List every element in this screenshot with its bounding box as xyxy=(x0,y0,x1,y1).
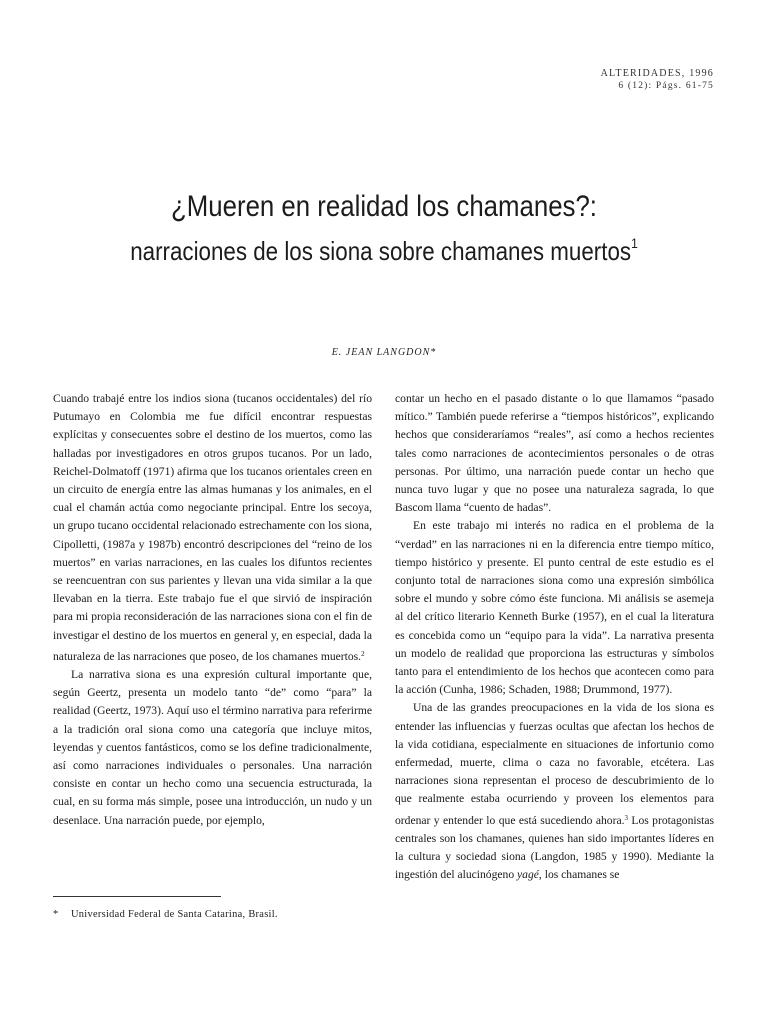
paragraph: En este trabajo mi interés no radica en el problema de la “verdad” en las narraciones ni en la diferencia entre tiempo mítico, tiempo histórico y presente. El punto central de este estudio es el conjunto total de narraciones siona como una expresión simbólica sobre el mundo y sobre cómo éste funciona. Mi análisis se asemeja al del crítico literario Kenneth Burke (1957), en el cual la literatura es concebida como un “equipo para la vida”. La narrativa presenta un modelo de realidad que proporciona las estructuras y símbolos tanto para el entendimiento de los hechos que acontecen como para la acción (Cunha, 1986; Schaden, 1988; Drummond, 1977). xyxy=(395,519,714,697)
paragraph xyxy=(53,390,372,666)
body-column-right xyxy=(395,390,714,884)
journal-reference xyxy=(601,68,714,92)
article-subtitle-text: narraciones de los siona sobre chamanes muertos xyxy=(130,236,632,266)
article-subtitle xyxy=(54,228,714,266)
subtitle-footnote-marker: 1 xyxy=(631,235,638,251)
paragraph-text: Cuando trabajé entre los indios siona (tucanos occidentales) del río Putumayo en Colombia me fue difícil encontrar respuestas explícitas y consecuentes sobre el destino de los muertos, como las halladas por investigadores en otros grupos tucanos. Por un lado, Reichel-Dolmatoff (1971) afirma que los tucanos orientales creen en un circuito de energía entre las almas humanas y los animales, en el cual el chamán actúa como negociante principal. Entre los secoya, un grupo tucano occidental relacionado estrechamente con los siona, Cipolletti, (1987a y 1987b) encontró descripciones del “reino de los muertos” en varias narraciones, en las cuales los difuntos recientes se reencuentran con sus parientes y llevan una vida similar a la que llevaban en la tierra. Este trabajo fue el que sirvió de inspiración para mi propia reconsideración de las narraciones siona con el fin de investigar el destino de los muertos en general y, en especial, dada la naturaleza de las narraciones que poseo, de los chamanes muertos. xyxy=(53,392,372,663)
paragraph-text: , los chamanes se xyxy=(538,868,620,882)
footnote-divider xyxy=(53,896,221,897)
footnote xyxy=(53,909,278,920)
footnote-mark: * xyxy=(53,909,59,920)
article-author: E. JEAN LANGDON* xyxy=(331,347,437,358)
article-title xyxy=(54,190,714,224)
italic-term: yagé xyxy=(517,868,539,882)
paragraph: contar un hecho en el pasado distante o lo que llamamos “pasado mítico.” También puede referirse a “tiempos históricos”, explicando hechos que consideraríamos “reales”, así como a hechos recientes tales como narraciones de acontecimientos personales o de otras personas. Por último, una narración puede contar un hecho que nunca tuvo lugar y que no posee una naturaleza sagrada, lo que Bascom llama “cuento de hadas”. xyxy=(395,392,714,515)
paragraph: La narrativa siona es una expresión cultural importante que, según Geertz, presenta un modelo tanto “de” como “para” la realidad (Geertz, 1973). Aquí uso el término narrativa para referirme a la tradición oral siona como una categoría que incluye mitos, leyendas y cuentos fantásticos, como se los define tradicionalmente, así como narraciones individuales o personales. Una narración consiste en contar un hecho como una secuencia estructurada, la cual, en su forma más simple, posee una introducción, un nudo y un desenlace. Una narración puede, por ejemplo, xyxy=(53,668,372,827)
footnote-text: Universidad Federal de Santa Catarina, Brasil. xyxy=(71,909,278,920)
paragraph-text: Los protagonistas centrales son los chamanes, quienes han sido importantes líderes en la cultura y sociedad siona (Langdon, 1985 y 1990). Mediante la ingestión del alucinógeno xyxy=(395,813,714,882)
body-column-left xyxy=(53,390,372,830)
journal-name: ALTERIDADES, 1996 xyxy=(600,68,714,79)
journal-issue-pages: 6 (12): Págs. 61-75 xyxy=(618,81,714,91)
footnote-marker: 3 xyxy=(624,813,628,822)
article-title-text: ¿Mueren en realidad los chamanes?: xyxy=(171,190,597,223)
paragraph xyxy=(395,699,714,884)
paragraph-text: Una de las grandes preocupaciones en la vida de los siona es entender las influencias y fuerzas ocultas que afectan los hechos de la vida cotidiana, especialmente en situaciones de infortunio como enfermedad, muerte, clima o caza no favorable, etcétera. Las narraciones siona representan el proceso de descubrimiento de lo que realmente estaba ocurriendo y proveen los elementos para ordenar y entender lo que está sucediendo ahora. xyxy=(395,701,714,827)
footnote-marker: 2 xyxy=(361,649,365,658)
